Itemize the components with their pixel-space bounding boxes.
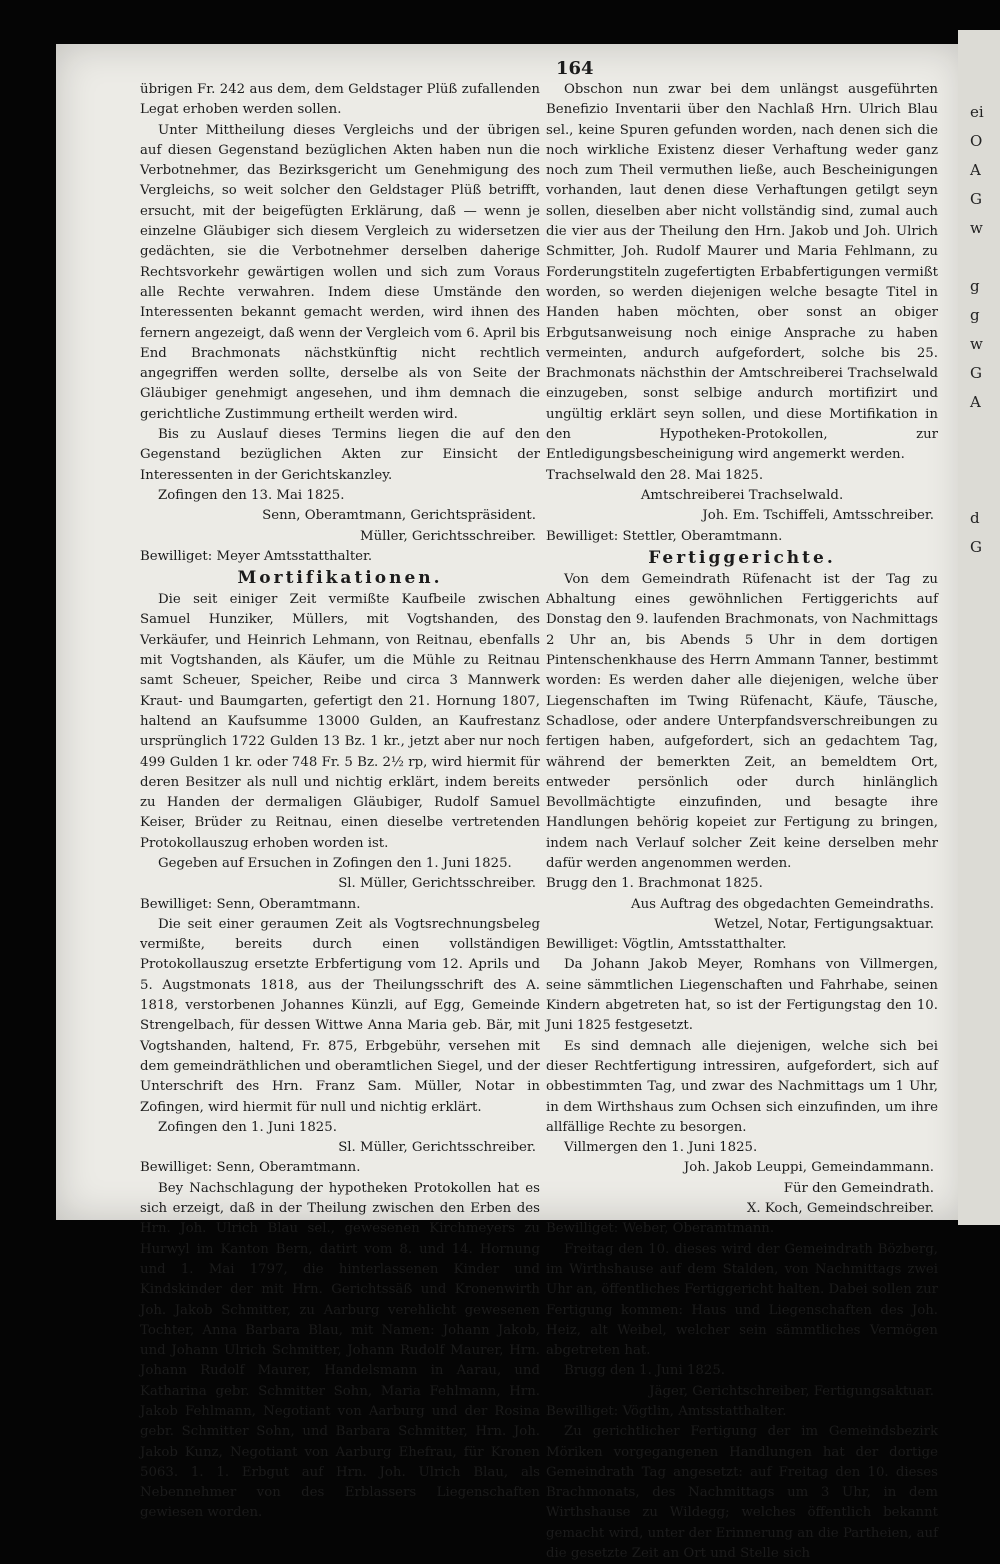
adjacent-page-fragment: w bbox=[970, 219, 983, 237]
signature-line: X. Koch, Gemeindschreiber. bbox=[746, 1201, 934, 1217]
adjacent-page-fragment: A bbox=[970, 393, 981, 411]
paragraph: Die seit einer geraumen Zeit als Vogtsrechnungsbeleg vermißte, bereits durch einen vollständigen Protokollauszug ersetzte Erbfertigung vom 12. Aprils und 5. Augstmonats 1818, aus der Theilungsschrift des A. 1818, verstorbenen Johannes Künzli, auf Egg, Gemeinde Strengelbach, für dessen Wittwe Anna Maria geb. Bär, mit Vogtshanden, haltend, Fr. 875, Erbgebühr, versehen mit dem gemeindräthlichen und oberamtlichen Siegel, und der Unterschrift des Hrn. Franz Sam. Müller, Notar in Zofingen, wird hiermit für null und nichtig erklärt. bbox=[140, 916, 540, 1115]
signature-line: Aus Auftrag des obgedachten Gemeindraths. bbox=[631, 896, 934, 912]
paragraph: Brugg den 1. Brachmonat 1825. bbox=[546, 876, 763, 892]
newspaper-page bbox=[56, 44, 966, 1562]
signature-line: Wetzel, Notar, Fertigungsaktuar. bbox=[714, 916, 934, 932]
paragraph: Bewilliget: Vögtlin, Amtsstatthalter. bbox=[546, 1404, 787, 1419]
paragraph: Bewilliget: Stettler, Oberamtmann. bbox=[546, 528, 783, 544]
signature-line: Joh. Jakob Leuppi, Gemeindammann. bbox=[683, 1160, 934, 1176]
paragraph: Da Johann Jakob Meyer, Romhans von Villmergen, seine sämmtlichen Liegenschaften und Fahrhabe, seinen Kindern abgetreten hat, so ist der Fertigungstag den 10. Juni 1825 festgesetzt. bbox=[546, 957, 938, 1034]
paragraph: Bis zu Auslauf dieses Termins liegen die auf den Gegenstand bezüglichen Akten zur Einsicht der Interessenten in der Gerichtskanzley. bbox=[140, 427, 540, 483]
paragraph: Obschon nun zwar bei dem unlängst ausgeführten Benefizio Inventarii über den Nachlaß Hrn. Ulrich Blau sel., keine Spuren gefunden worden, nach denen sich die noch wirkliche Existenz dieser Verhaftung weder ganz noch zum Theil vermuthen ließe, auch Bescheinigungen vorhanden, laut denen diese Verhaftungen getilgt seyn sollen, dieselben aber nicht vollständig sind, zumal auch die vier aus der Theilung den Hrn. Jakob und Joh. Ulrich Schmitter, Joh. Rudolf Maurer und Maria Fehlmann, zu Forderungstiteln zugefertigten Erbabfertigungen vermißt worden, so werden diejenigen welche besagte Titel in Handen haben möchten, ober sonst an obiger Erbgutsanweisung noch einige Ansprache zu haben vermeinten, andurch aufgefordert, solche bis 25. Brachmonats nächsthin der Amtschreiberei Trachselwald einzugeben, sonst selbige andurch mortifizirt und ungültig erklärt seyn sollen, und diese Mortifikation in den Hypotheken-Protokollen, zur Entledigungsbescheinigung wird angemerkt werden. bbox=[546, 82, 938, 463]
page-number: 164 bbox=[556, 58, 594, 79]
adjacent-page-fragment: w bbox=[970, 335, 983, 353]
paragraph: Zu gerichtlicher Fertigung der im Gemeindsbezirk Möriken vorgegangenen Handlungen hat der dortige Gemeindrath Tag angesetzt: auf Freitag den 10. dieses Brachmonats, des Nachmittags um 3 Uhr, in dem Wirthshause zu Wildegg; welches öffentlich bekannt gemacht wird, unter der Erinnerung an die Partheien, auf die gesetzte Zeit an Ort und Stelle sich bbox=[546, 1424, 938, 1562]
adjacent-page-fragment: g bbox=[970, 306, 980, 324]
paragraph: Bewilliget: Senn, Oberamtmann. bbox=[140, 896, 361, 912]
signature-line: Für den Gemeindrath. bbox=[783, 1180, 934, 1196]
adjacent-page-fragment: O bbox=[970, 132, 983, 150]
paragraph: Unter Mittheilung dieses Vergleichs und der übrigen auf diesen Gegenstand bezüglichen Akten haben nun die Verbotnehmer, das Bezirksgericht um Genehmigung des Vergleichs, so weit solcher den Geldstager Plüß betrifft, ersucht, mit der beigefügten Erklärung, daß — wenn je einzelne Gläubiger sich diesem Vergleich zu widersetzen gedächten, sie die Verbotnehmer derselben daherige Rechtsvorkehr gewärtigen wollen und sich zum Voraus alle Rechte verwahren. Indem diese Umstände den Interessenten bekannt gemacht werden, wird ihnen des fernern angezeigt, daß wenn der Vergleich vom 6. April bis End Brachmonats nächstkünftig nicht rechtlich angegriffen werden sollte, derselbe als von Seite der Gläubiger genehmigt angesehen, und ihm demnach die gerichtliche Zustimmung ertheilt werden wird. bbox=[140, 122, 540, 422]
signature-line: Jäger, Gerichtschreiber, Fertigungsaktuar. bbox=[649, 1383, 934, 1399]
adjacent-page-fragment: A bbox=[970, 161, 981, 179]
paragraph: Gegeben auf Ersuchen in Zofingen den 1. Juni 1825. bbox=[158, 855, 512, 871]
adjacent-page-edge bbox=[958, 30, 1000, 1225]
adjacent-page-fragment: d bbox=[970, 509, 980, 527]
paragraph: Brugg den 1. Juni 1825. bbox=[564, 1363, 726, 1379]
signature-line: Sl. Müller, Gerichtsschreiber. bbox=[338, 1140, 536, 1156]
paragraph: Zofingen den 13. Mai 1825. bbox=[158, 487, 345, 503]
adjacent-page-fragment: g bbox=[970, 277, 980, 295]
paragraph: Freitag den 10. dieses wird der Gemeindrath Bözberg, im Wirthshause auf dem Stalden, von Nachmittags zwei Uhr an, öffentliches Fertiggericht halten. Dabei sollen zur Fertigung kommen: Haus und Liegenschaften des Joh. Heiz, alt Weibel, welcher sein sämmtliches Vermögen abgetreten hat. bbox=[546, 1241, 938, 1359]
adjacent-page-fragment: G bbox=[970, 538, 982, 556]
signature-line: Sl. Müller, Gerichtsschreiber. bbox=[338, 876, 536, 892]
adjacent-page-fragment: ei bbox=[970, 103, 984, 121]
paragraph: Von dem Gemeindrath Rüfenacht ist der Tag zu Abhaltung eines gewöhnlichen Fertiggerichts auf Donstag den 9. laufenden Brachmonats, von Nachmittags 2 Uhr an, bis Abends 5 Uhr in dem dortigen Pintenschenkhause des Herrn Ammann Tanner, bestimmt worden: Es werden daher alle diejenigen, welche über Liegenschaften im Twing Rüfenacht, Käufe, Täusche, Schadlose, oder andere Unterpfandsverschreibungen zu fertigen haben, aufgefordert, sich an gedachtem Tag, während der bemerkten Zeit, an bemeldtem Ort, entweder persönlich oder durch hinlänglich Bevollmächtigte einzufinden, und besagte ihre Handlungen behörig kopeiet zur Fertigung zu bringen, indem nach Verlauf solcher Zeit keine derselben mehr dafür werden angenommen werden. bbox=[546, 571, 938, 871]
signature-line: Joh. Em. Tschiffeli, Amtsschreiber. bbox=[702, 508, 934, 524]
paragraph: Zofingen den 1. Juni 1825. bbox=[158, 1119, 337, 1135]
paragraph: Bey Nachschlagung der hypotheken Protokollen hat es sich erzeigt, daß in der Theilung zwischen den Erben des Hrn. Joh. Ulrich Blau sel., gewesenen Kirchmeyers zu Hurwyl im Kanton Bern, datirt vom 8. und 14. Hornung und 1. Mai 1797, die hinterlassenen Kinder und Kindskinder der mit Hrn. Gerichtssäß und Kronenwirth Joh. Jakob Schmitter, zu Aarburg verehlicht gewesenen Tochter, Anna Barbara Blau, mit Namen: Johann Jakob, und Johann Ulrich Schmitter, Johann Rudolf Maurer, Hrn. Johann Rudolf Maurer, Handelsmann in Aarau, und Katharina gebr. Schmitter Sohn, Maria Fehlmann, Hrn. Jakob Fehlmann, Negotiant von Aarburg und der Rosina gebr. Schmitter Sohn, und Barbara Schmitter, Hrn. Joh. Jakob Kunz, Negotiant von Aarburg Ehefrau, für Kronen 5063. 1. 1. Erbgut auf Hrn. Joh. Ulrich Blau, als Nebennehmer von des Erblassers Liegenschaften gewiesen worden. bbox=[140, 1180, 540, 1521]
paragraph: Bewilliget: Vögtlin, Amtsstatthalter. bbox=[546, 937, 787, 953]
section-heading: Fertiggerichte. bbox=[648, 547, 836, 568]
paragraph: Trachselwald den 28. Mai 1825. bbox=[546, 467, 764, 483]
adjacent-page-fragment: G bbox=[970, 364, 982, 382]
right-column bbox=[546, 80, 938, 1564]
signature-line: Müller, Gerichtsschreiber. bbox=[360, 528, 536, 544]
paragraph: Amtschreiberei Trachselwald. bbox=[640, 487, 844, 503]
paragraph: Bewilliget: Weber, Oberamtmann. bbox=[546, 1221, 775, 1237]
paragraph: Bewilliget: Senn, Oberamtmann. bbox=[140, 1160, 361, 1176]
signature-line: Senn, Oberamtmann, Gerichtspräsident. bbox=[262, 508, 536, 524]
paragraph: Bewilliget: Meyer Amtsstatthalter. bbox=[140, 548, 373, 564]
paragraph: Es sind demnach alle diejenigen, welche sich bei dieser Rechtfertigung intressiren, aufgefordert, sich auf obbestimmten Tag, und zwar des Nachmittags um 1 Uhr, in dem Wirthshaus zum Ochsen sich einzufinden, um ihre allfällige Rechte zu besorgen. bbox=[546, 1038, 938, 1135]
paragraph: übrigen Fr. 242 aus dem, dem Geldstager Plüß zufallenden Legat erhoben werden sollen. bbox=[140, 82, 540, 118]
paragraph: Die seit einiger Zeit vermißte Kaufbeile zwischen Samuel Hunziker, Müllers, mit Vogtshanden, des Verkäufer, und Heinrich Lehmann, von Reitnau, ebenfalls mit Vogtshanden, als Käufer, um die Mühle zu Reitnau samt Scheuer, Speicher, Reibe und circa 3 Mannwerk Kraut- und Baumgarten, gefertigt den 21. Hornung 1807, haltend an Kaufsumme 13000 Gulden, an Kaufrestanz ursprünglich 1722 Gulden 13 Bz. 1 kr., jetzt aber nur noch 499 Gulden 1 kr. oder 748 Fr. 5 Bz. 2½ rp, wird hiermit für deren Besitzer als null und nichtig erklärt, indem bereits zu Handen der dermaligen Gläubiger, Rudolf Samuel Keiser, Brüder zu Reitnau, einen dieselbe vertretenden Protokollauszug erhoben worden ist. bbox=[140, 592, 540, 851]
section-heading: Mortifikationen. bbox=[237, 568, 443, 589]
paragraph: Villmergen den 1. Juni 1825. bbox=[564, 1140, 758, 1156]
adjacent-page-fragment: G bbox=[970, 190, 982, 208]
left-column bbox=[140, 80, 540, 1524]
